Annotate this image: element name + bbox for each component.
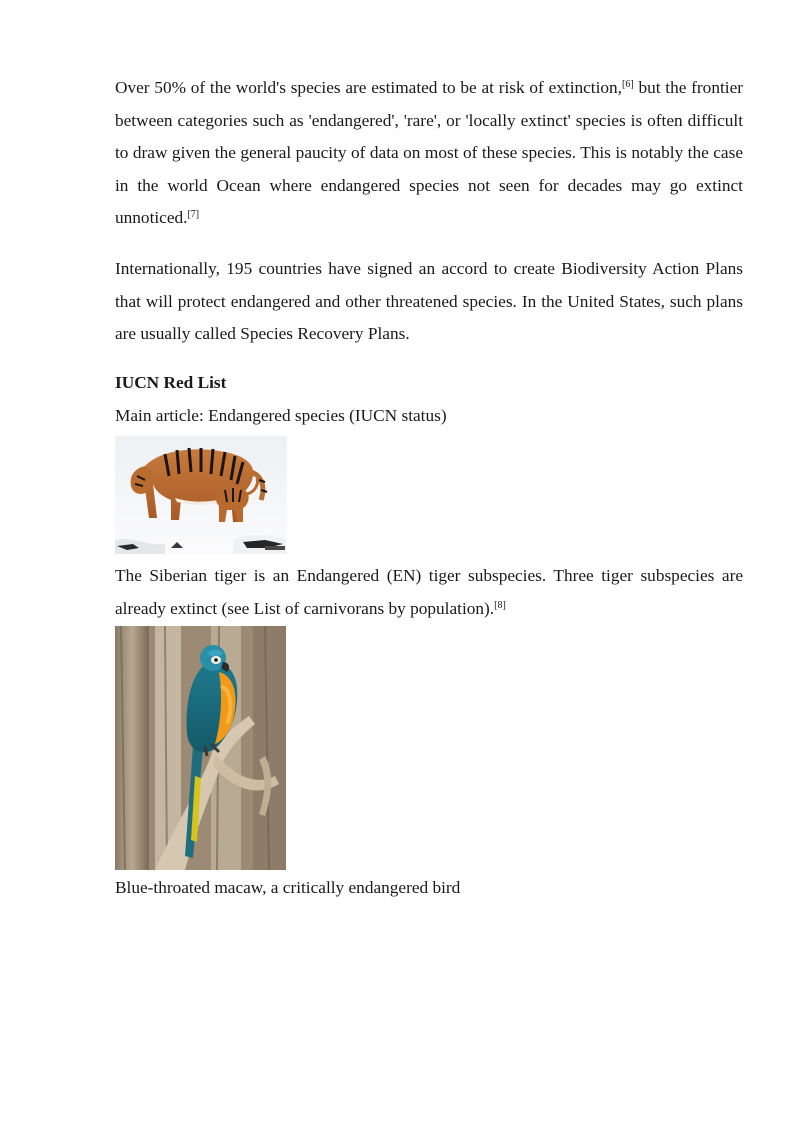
caption-text: The Siberian tiger is an Endangered (EN) tiger subspecies. Three tiger subspecies are already extinct (see List of carnivorans by population). xyxy=(115,566,743,618)
citation-6[interactable]: [6] xyxy=(622,79,634,90)
tiger-caption xyxy=(115,560,743,625)
paragraph-extinction-risk xyxy=(115,72,743,235)
citation-8[interactable]: [8] xyxy=(494,599,506,611)
section-heading: IUCN Red List xyxy=(115,373,227,392)
paragraph-text: Over 50% of the world's species are estimated to be at risk of extinction, xyxy=(115,78,623,97)
macaw-caption: Blue-throated macaw, a critically endangered bird xyxy=(115,878,461,897)
blue-throated-macaw-image xyxy=(115,626,286,870)
paragraph-biodiversity-plans: Internationally, 195 countries have signed an accord to create Biodiversity Action Plans that will protect endangered and other threatened species. In the United States, such plans are usually called Species Recovery Plans. xyxy=(115,258,743,344)
citation-7[interactable]: [7] xyxy=(187,209,200,221)
siberian-tiger-image xyxy=(115,436,287,554)
paragraph-text: but the frontier between categories such as 'endangered', 'rare', or 'locally extinct' species is often difficult to draw given the general paucity of data on most of these species. This is notably the case in the world Ocean where endangered species not seen for decades may go extinct unnoticed. xyxy=(115,78,743,228)
main-article-link[interactable]: Main article: Endangered species (IUCN status) xyxy=(115,406,447,425)
document-page xyxy=(115,70,743,897)
